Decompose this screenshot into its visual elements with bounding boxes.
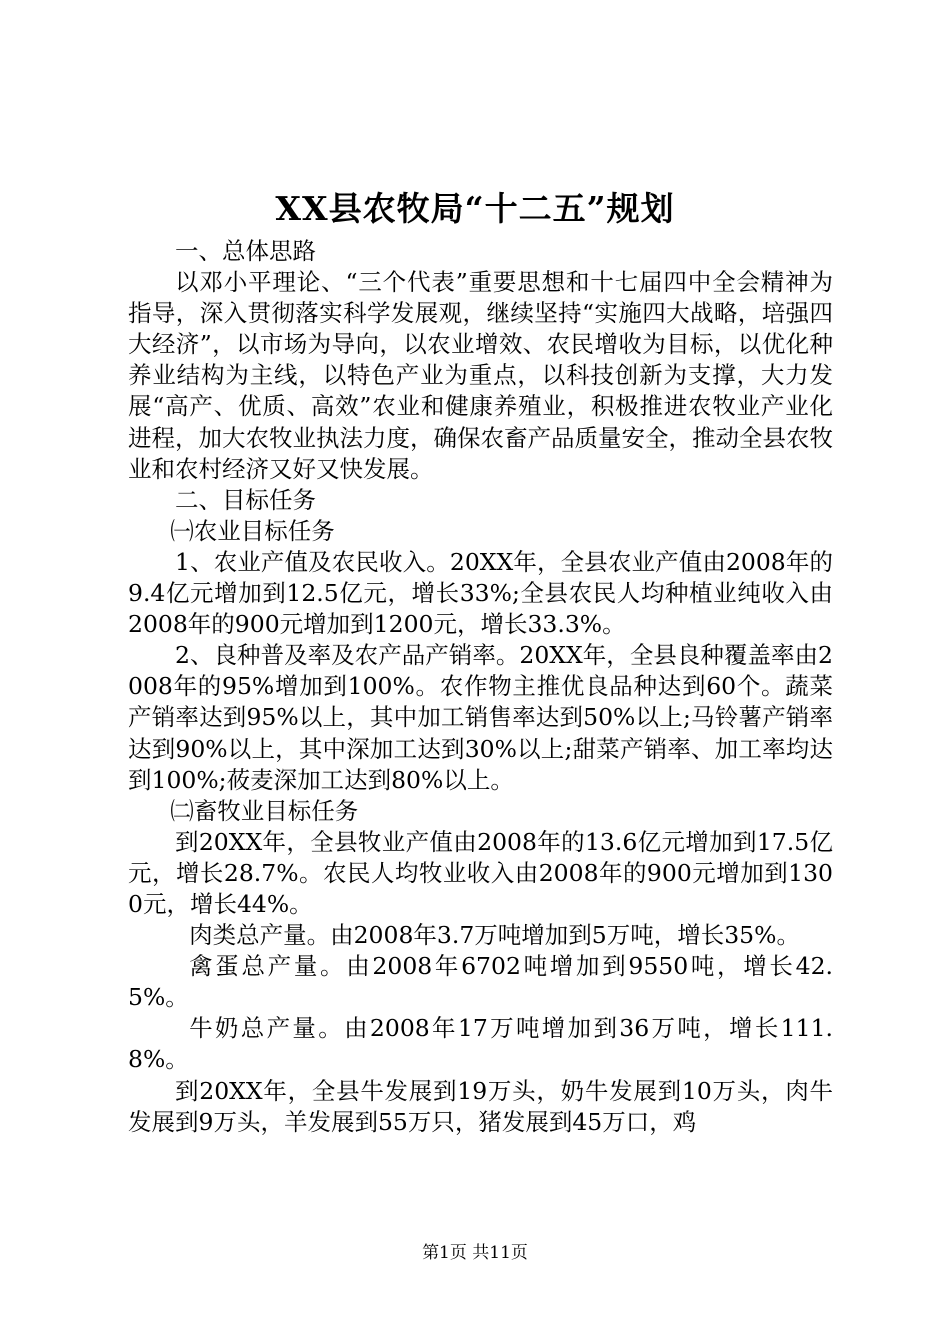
paragraph: 牛奶总产量。由2008年17万吨增加到36万吨，增长111.8%。 xyxy=(128,1014,833,1074)
document-body xyxy=(128,236,833,1138)
document-title: XX县农牧局“十二五”规划 xyxy=(275,189,675,228)
paragraph: 以邓小平理论、“三个代表”重要思想和十七届四中全会精神为指导，深入贯彻落实科学发展观，继续坚持“实施四大战略，培强四大经济”，以市场为导向，以农业增效、农民增收为目标，以优化种养业结构为主线，以特色产业为重点，以科技创新为支撑，大力发展“高产、优质、高效”农业和健康养殖业，积极推进农牧业产业化进程，加大农牧业执法力度，确保农畜产品质量安全，推动全县农牧业和农村经济又好又快发展。 xyxy=(128,268,833,483)
subsection-heading: ㈠农业目标任务 xyxy=(170,516,335,545)
page-footer: 第1页 共11页 xyxy=(422,1243,528,1263)
subsection-heading: ㈡畜牧业目标任务 xyxy=(170,796,359,825)
paragraph: 肉类总产量。由2008年3.7万吨增加到5万吨，增长35%。 xyxy=(189,921,800,950)
paragraph: 到20XX年，全县牧业产值由2008年的13.6亿元增加到17.5亿元，增长28.7%。农民人均牧业收入由2008年的900元增加到1300元，增长44%。 xyxy=(128,827,833,918)
paragraph: 禽蛋总产量。由2008年6702吨增加到9550吨，增长42.5%。 xyxy=(128,952,833,1012)
section-heading: 二、目标任务 xyxy=(175,485,316,514)
paragraph: 1、农业产值及农民收入。20XX年，全县农业产值由2008年的9.4亿元增加到12.5亿元，增长33%;全县农民人均种植业纯收入由2008年的900元增加到1200元，增长33.3%。 xyxy=(128,547,833,639)
paragraph: 2、良种普及率及农产品产销率。20XX年，全县良种覆盖率由2008年的95%增加到100%。农作物主推优良品种达到60个。蔬菜产销率达到95%以上，其中加工销售率达到50%以上;马铃薯产销率达到90%以上，其中深加工达到30%以上;甜菜产销率、加工率均达到100%;莜麦深加工达到80%以上。 xyxy=(128,641,833,794)
section-heading: 一、总体思路 xyxy=(175,237,316,265)
paragraph: 到20XX年，全县牛发展到19万头，奶牛发展到10万头，肉牛发展到9万头，羊发展到55万只，猪发展到45万口，鸡 xyxy=(128,1076,833,1136)
